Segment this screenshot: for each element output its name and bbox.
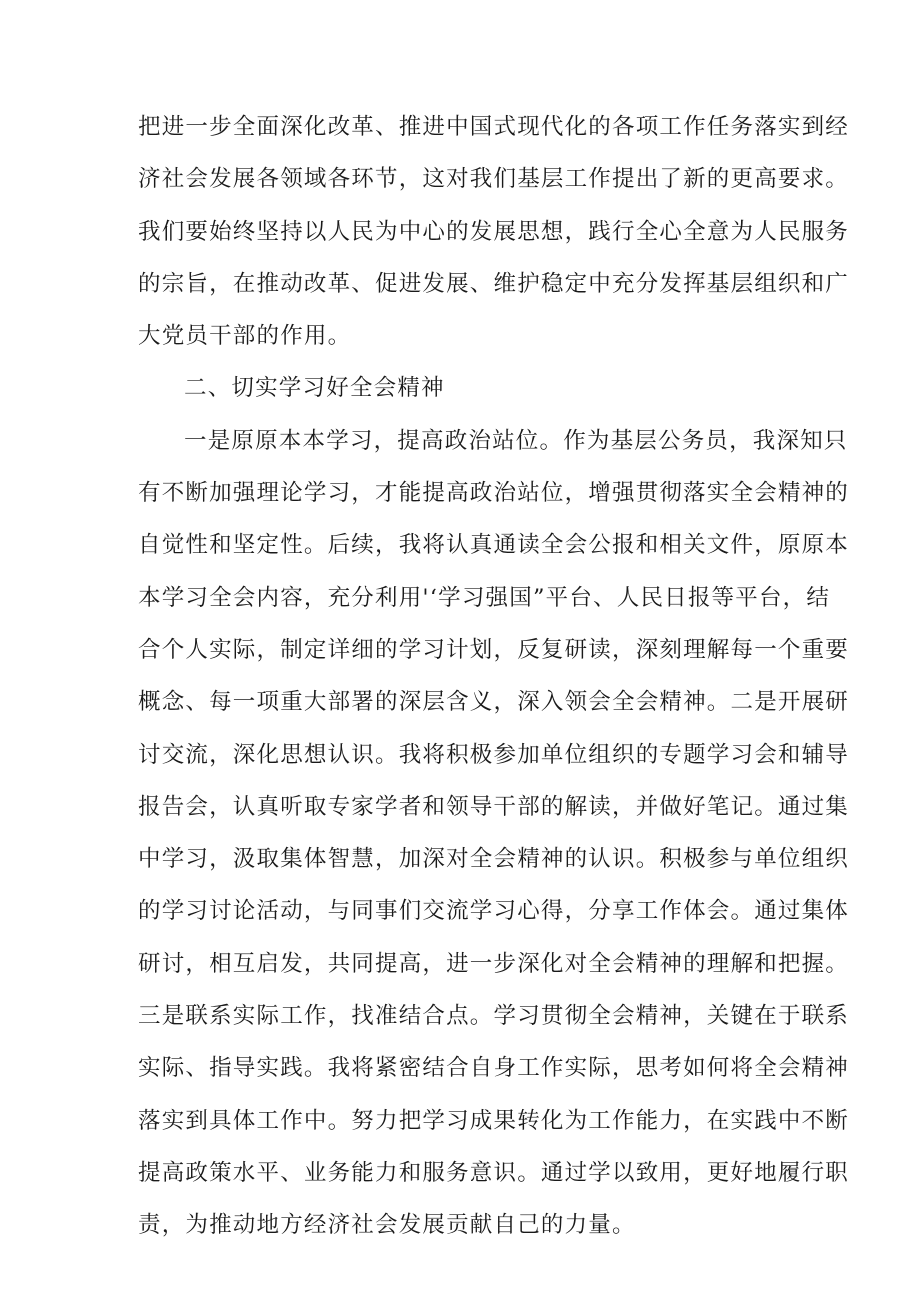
paragraph-2 — [138, 415, 850, 1252]
text-line: 自觉性和坚定性。后续，我将认真通读全会公报和相关文件，原原本 — [138, 532, 850, 559]
section-heading: 二、切实学习好全会精神 — [184, 375, 445, 402]
text-line: 的宗旨，在推动改革、促进发展、维护稳定中充分发挥基层组织和广 — [138, 270, 850, 297]
text-line: 落实到具体工作中。努力把学习成果转化为工作能力，在实践中不断 — [138, 1107, 850, 1134]
text-line: 研讨，相互启发，共同提高，进一步深化对全会精神的理解和把握。 — [138, 950, 850, 977]
text-line: 有不断加强理论学习，才能提高政治站位，增强贯彻落实全会精神的 — [138, 480, 850, 507]
text-line: 把进一步全面深化改革、推进中国式现代化的各项工作任务落实到经 — [138, 114, 850, 140]
text-line: 本学习全会内容，充分利用'‘学习强国”平台、人民日报等平台，结 — [138, 584, 831, 611]
text-line: 实际、指导实践。我将紧密结合自身工作实际，思考如何将全会精神 — [138, 1055, 850, 1082]
text-line: 一是原原本本学习，提高政治站位。作为基层公务员，我深知只 — [184, 427, 848, 454]
text-line: 概念、每一项重大部署的深层含义，深入领会全会精神。二是开展研 — [138, 689, 850, 716]
document-body — [138, 101, 850, 1252]
text-line: 合个人实际，制定详细的学习计划，反复研读，深刻理解每一个重要 — [138, 636, 850, 663]
text-line: 讨交流，深化思想认识。我将积极参加单位组织的专题学习会和辅导 — [138, 741, 850, 768]
text-line: 大党员干部的作用。 — [138, 323, 352, 350]
text-line: 的学习讨论活动，与同事们交流学习心得，分享工作体会。通过集体 — [138, 898, 850, 925]
text-line: 济社会发展各领域各环节，这对我们基层工作提出了新的更高要求。 — [138, 166, 850, 193]
text-line: 责，为推动地方经济社会发展贡献自己的力量。 — [138, 1212, 636, 1239]
text-line: 报告会，认真听取专家学者和领导干部的解读，并做好笔记。通过集 — [138, 793, 850, 820]
text-line: 三是联系实际工作，找准结合点。学习贯彻全会精神，关键在于联系 — [138, 1003, 850, 1030]
text-line: 提高政策水平、业务能力和服务意识。通过学以致用，更好地履行职 — [138, 1159, 850, 1186]
paragraph-1 — [138, 101, 850, 362]
text-line: 我们要始终坚持以人民为中心的发展思想，践行全心全意为人民服务 — [138, 218, 850, 245]
text-line: 中学习，汲取集体智慧，加深对全会精神的认识。积极参与单位组织 — [138, 846, 850, 873]
